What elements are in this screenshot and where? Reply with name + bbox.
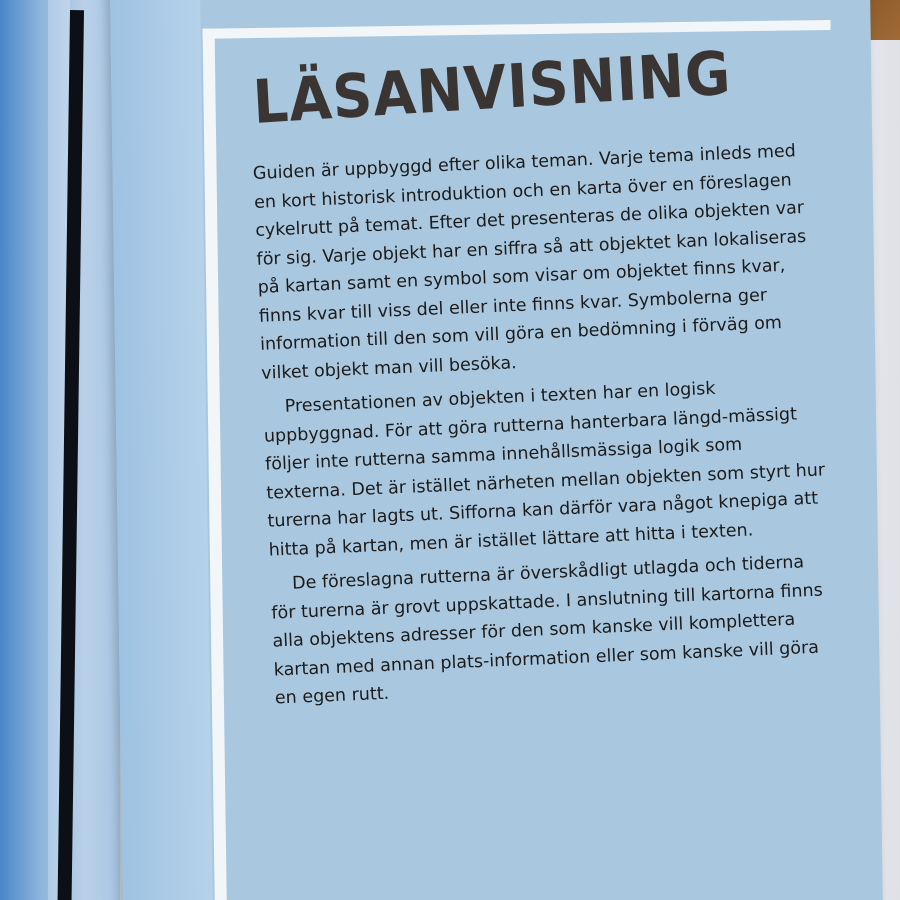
paragraph-1: Guiden är uppbyggd efter olika teman. Varje tema inleds med en kort historisk introduktion och en karta över en föreslagen cykelrutt på temat. Efter det presenteras de olika objekten var för sig. Varje objekt har en siffra så att objektet kan lokaliseras på kartan samt en symbol som visar om objektet finns kvar, finns kvar till viss del eller inte finns kvar. Symbolerna ger information till den som vill göra en bedömning i förväg om vilket objekt man vill besöka.: [252, 141, 807, 384]
body-text: [252, 137, 835, 713]
paragraph-2: Presentationen av objekten i texten har en logisk uppbyggnad. För att göra rutterna hanterbara längd-mässigt följer inte rutterna samma innehållsmässiga logik som texterna. Det är istället närheten mellan objekten som styrt hur turerna har lagts ut. Sifforna kan därför vara något knepiga att hitta på kartan, men är istället lättare att hitta i texten.: [263, 378, 826, 561]
page-color-band: [110, 0, 213, 900]
page-title: LÄSANVISNING: [251, 38, 733, 138]
book-page: [110, 0, 883, 900]
page-content: [251, 38, 826, 713]
paragraph-3: De föreslagna rutterna är överskådligt utlagda och tiderna för turerna är grovt uppskattade. I anslutning till kartorna finns alla objektens adresser för den som kanske vill komplettera kartan med annan plats-information eller som kanske vill göra en egen rutt.: [270, 552, 824, 709]
page-border-horizontal: [203, 20, 831, 39]
